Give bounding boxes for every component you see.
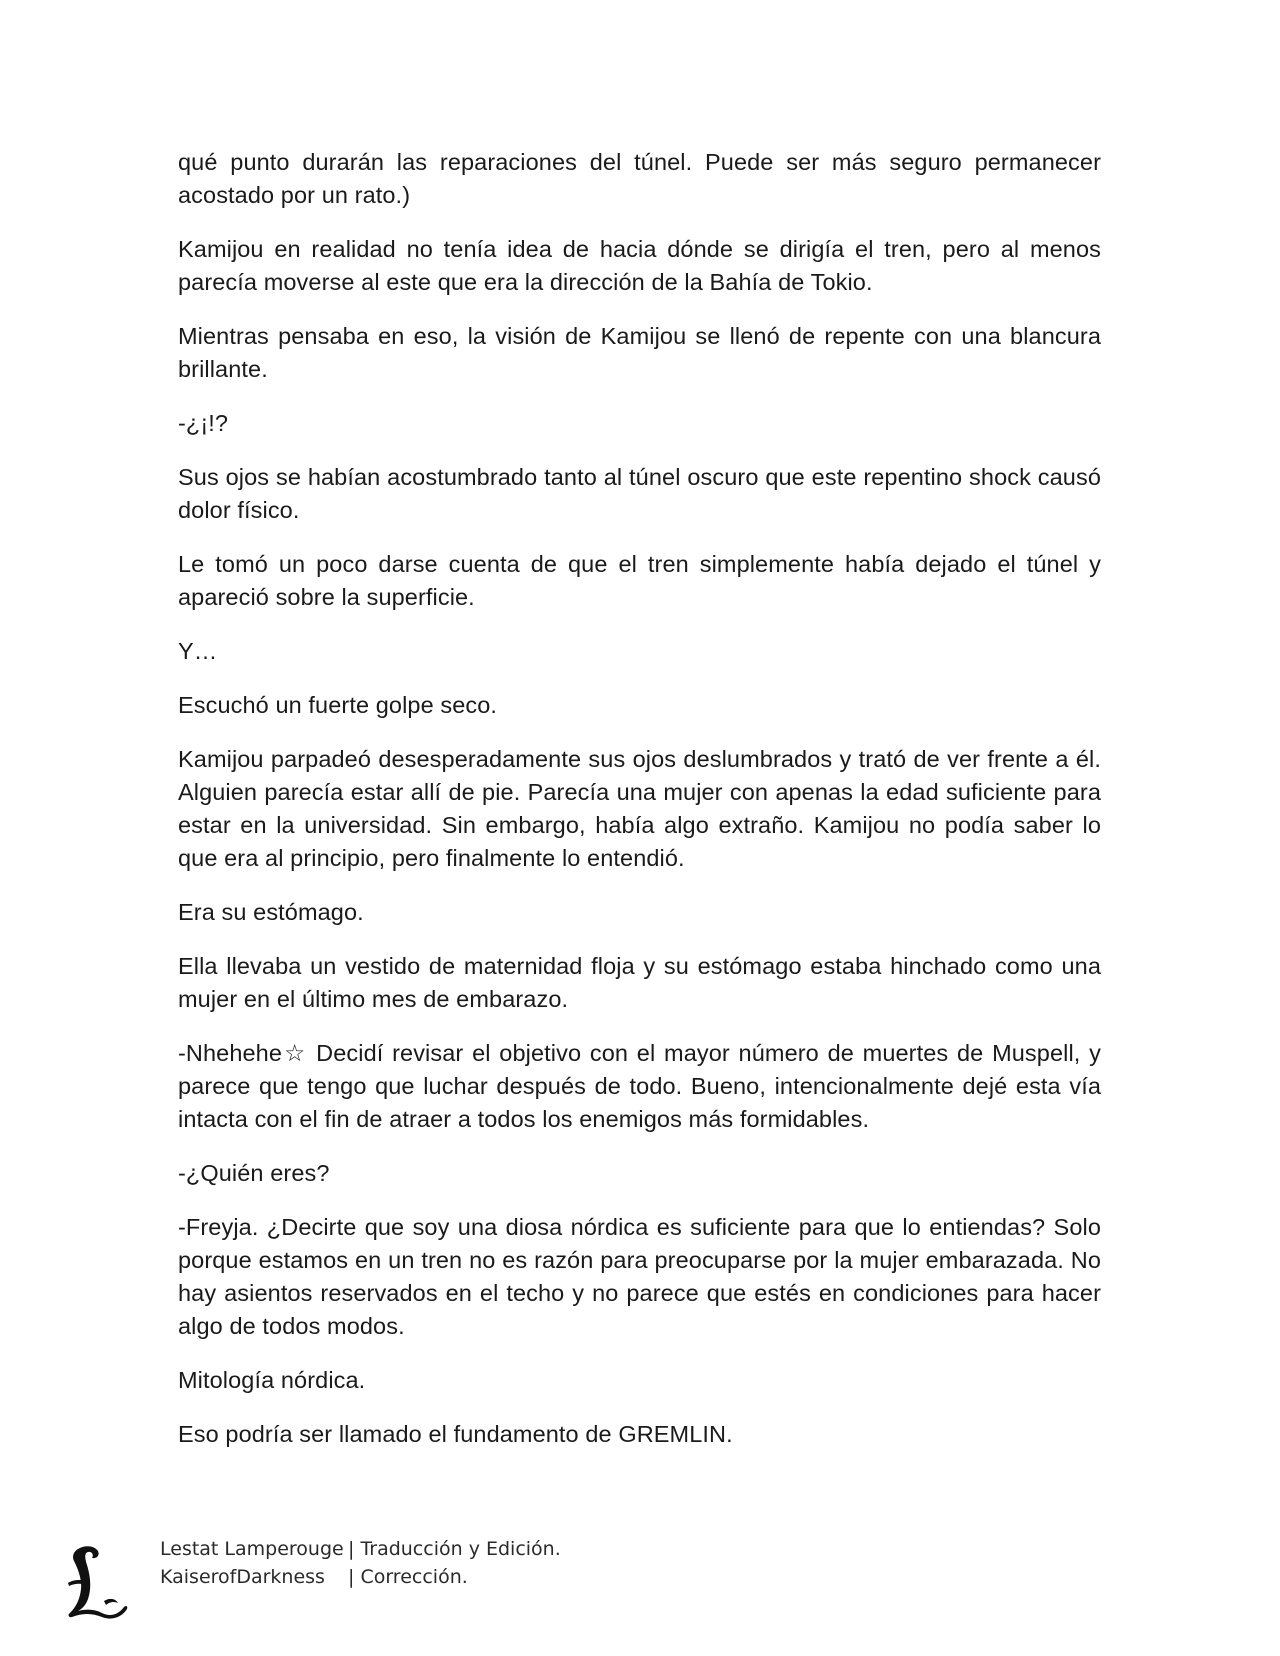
credit-line — [160, 1563, 561, 1591]
gothic-l-logo-icon — [64, 1543, 130, 1619]
paragraph: -¿¡!? — [178, 410, 229, 436]
paragraph: Sus ojos se habían acostumbrado tanto al túnel oscuro que este repentino shock causó dolor físico. — [178, 464, 1101, 523]
paragraph: Escuchó un fuerte golpe seco. — [178, 692, 498, 718]
paragraph: Mientras pensaba en eso, la visión de Kamijou se llenó de repente con una blancura brillante. — [178, 323, 1101, 382]
paragraph: Kamijou parpadeó desesperadamente sus ojos deslumbrados y trató de ver frente a él. Alguien parecía estar allí de pie. Parecía una mujer con apenas la edad suficiente para estar en la universidad. Sin embargo, había algo extraño. Kamijou no podía saber lo que era al principio, pero finalmente lo entendió. — [178, 746, 1101, 871]
paragraph: Mitología nórdica. — [178, 1367, 366, 1393]
paragraph: -Freyja. ¿Decirte que soy una diosa nórdica es suficiente para que lo entiendas? Solo porque estamos en un tren no es razón para preocuparse por la mujer embarazada. No hay asientos reservados en el techo y no parece que estés en condiciones para hacer algo de todos modos. — [178, 1214, 1101, 1339]
paragraph: Le tomó un poco darse cuenta de que el tren simplemente había dejado el túnel y apareció sobre la superficie. — [178, 551, 1101, 610]
credits — [160, 1535, 561, 1591]
paragraph: -Nhehehe☆ Decidí revisar el objetivo con el mayor número de muertes de Muspell, y parece que tengo que luchar después de todo. Bueno, intencionalmente dejé esta vía intacta con el fin de atraer a todos los enemigos más formidables. — [178, 1040, 1101, 1132]
credit-role: | Traducción y Edición. — [348, 1538, 561, 1560]
page-body — [178, 146, 1101, 1472]
page-footer — [64, 1535, 764, 1625]
paragraph: qué punto durarán las reparaciones del túnel. Puede ser más seguro permanecer acostado por un rato.) — [178, 149, 1101, 208]
paragraph: Kamijou en realidad no tenía idea de hacia dónde se dirigía el tren, pero al menos parecía moverse al este que era la dirección de la Bahía de Tokio. — [178, 236, 1101, 295]
paragraph: Eso podría ser llamado el fundamento de GREMLIN. — [178, 1421, 733, 1447]
paragraph: -¿Quién eres? — [178, 1160, 330, 1186]
credit-name: KaiserofDarkness — [160, 1566, 325, 1588]
credit-line — [160, 1535, 561, 1563]
paragraph: Y… — [178, 638, 218, 664]
credit-name: Lestat Lamperouge — [160, 1538, 344, 1560]
paragraph: Ella llevaba un vestido de maternidad floja y su estómago estaba hinchado como una mujer en el último mes de embarazo. — [178, 953, 1101, 1012]
credit-role: | Corrección. — [348, 1566, 468, 1588]
paragraph: Era su estómago. — [178, 899, 364, 925]
